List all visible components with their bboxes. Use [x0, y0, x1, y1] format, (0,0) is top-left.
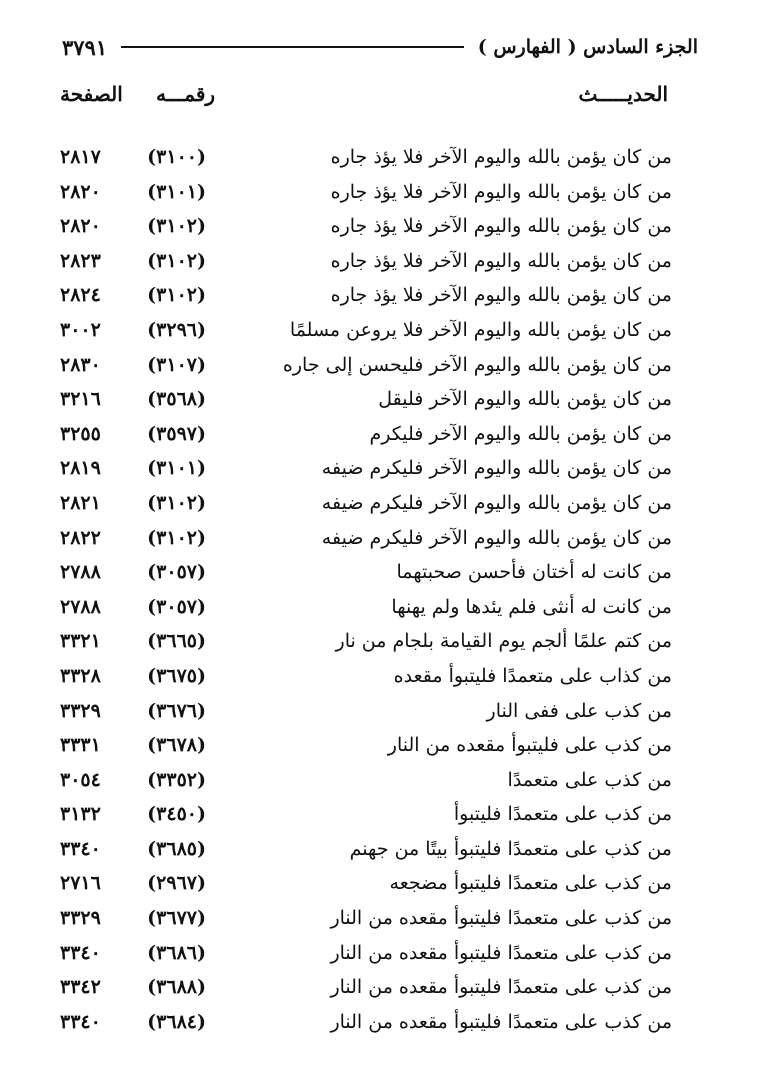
page-ref: ٣٢٥٥	[60, 422, 101, 445]
hadith-number: (٣١٠١)	[147, 180, 206, 203]
column-headers	[60, 82, 668, 112]
index-row	[60, 555, 672, 590]
hadith-number: (٣٠٥٧)	[147, 561, 206, 584]
index-row	[60, 278, 672, 313]
hadith-text: من كان يؤمن بالله واليوم الآخر فلا يؤذ جاره	[330, 146, 672, 168]
index-row	[60, 486, 672, 521]
index-row	[60, 866, 672, 901]
hadith-number: (٣١٠٠)	[147, 146, 206, 168]
hadith-text: من كان يؤمن بالله واليوم الآخر فليقل	[378, 388, 672, 411]
hadith-index-list	[60, 140, 672, 1039]
index-row	[60, 451, 672, 486]
page-ref: ٣٣٢٩	[60, 907, 101, 930]
hadith-text: من كذب على متعمدًا فليتبوأ مقعده من النار	[330, 941, 672, 964]
hadith-number: (٣٦٧٥)	[147, 664, 206, 687]
hadith-number: (٣٦٧٧)	[147, 907, 206, 930]
page-ref: ٢٨٢٠	[60, 180, 101, 203]
page-ref: ٣٢١٦	[60, 388, 101, 411]
column-header-hadith: الحديـــــث	[578, 82, 668, 106]
hadith-text: من كذاب على متعمدًا فليتبوأ مقعده	[393, 664, 672, 687]
hadith-text: من كان يؤمن بالله واليوم الآخر فلا يروعن مسلمًا	[289, 318, 672, 341]
page-ref: ٣٣٢٨	[60, 664, 101, 687]
hadith-number: (٣٦٨٥)	[147, 837, 206, 860]
hadith-number: (٣٤٥٠)	[147, 803, 206, 826]
page-ref: ٣٣٢٩	[60, 699, 101, 722]
hadith-text: من كذب على متعمدًا فليتبوأ مقعده من النار	[330, 907, 672, 930]
index-row	[60, 175, 672, 210]
index-row	[60, 313, 672, 348]
hadith-text: من كانت له أختان فأحسن صحبتهما	[396, 561, 672, 584]
column-header-page: الصفحة	[60, 82, 123, 106]
page-ref: ٣٣٤٠	[60, 837, 101, 860]
hadith-number: (٣٠٥٧)	[147, 595, 206, 618]
index-row	[60, 244, 672, 279]
hadith-text: من كان يؤمن بالله واليوم الآخر فليكرم ضيفه	[321, 526, 672, 549]
hadith-number: (٢٩٦٧)	[147, 872, 206, 895]
hadith-number: (٣١٠٢)	[147, 491, 206, 514]
hadith-number: (٣٦٨٨)	[147, 976, 206, 999]
hadith-text: من كتم علمًا ألجم يوم القيامة بلجام من نار	[335, 630, 672, 653]
page-ref: ٢٨٢٣	[60, 249, 101, 272]
hadith-number: (٣١٠٢)	[147, 526, 206, 549]
running-title: الجزء السادس ( الفهارس )	[477, 36, 698, 58]
hadith-text: من كان يؤمن بالله واليوم الآخر فلا يؤذ جاره	[330, 249, 672, 272]
page-ref: ٣٠٥٤	[60, 768, 101, 791]
page-ref: ٣٣٤٠	[60, 941, 101, 964]
hadith-number: (٣٦٧٨)	[147, 734, 206, 757]
hadith-text: من كذب على متعمدًا فليتبوأ مقعده من النار	[330, 1010, 672, 1033]
hadith-text: من كذب على متعمدًا فليتبوأ مضجعه	[389, 872, 672, 895]
page-number: ٣٧٩١	[62, 34, 108, 60]
page-ref: ٣٣٢١	[60, 630, 101, 653]
hadith-text: من كانت له أنثى فلم يئدها ولم يهنها	[391, 595, 672, 618]
index-row	[60, 797, 672, 832]
index-row	[60, 728, 672, 763]
hadith-text: من كان يؤمن بالله واليوم الآخر فلا يؤذ جاره	[330, 284, 672, 307]
page-ref: ٢٨٢٢	[60, 526, 101, 549]
hadith-number: (٣٥٩٧)	[147, 422, 206, 445]
page-ref: ٣٣٤٠	[60, 1010, 101, 1033]
index-row	[60, 348, 672, 383]
page-ref: ٣٣٣١	[60, 734, 101, 757]
page-ref: ٣٣٤٢	[60, 976, 101, 999]
hadith-text: من كان يؤمن بالله واليوم الآخر فليكرم ضيفه	[321, 457, 672, 480]
hadith-text: من كذب على متعمدًا فليتبوأ بيتًا من جهنم	[349, 837, 672, 860]
index-row	[60, 763, 672, 798]
hadith-text: من كذب على متعمدًا	[507, 768, 672, 791]
page-header	[62, 32, 698, 62]
index-row	[60, 694, 672, 729]
index-row	[60, 624, 672, 659]
index-row	[60, 832, 672, 867]
hadith-number: (٣٢٩٦)	[147, 318, 206, 341]
page-ref: ٢٨٢٤	[60, 284, 101, 307]
page-ref: ٢٧١٦	[60, 872, 101, 895]
page-ref: ٢٧٨٨	[60, 561, 101, 584]
hadith-number: (٣٦٧٦)	[147, 699, 206, 722]
hadith-number: (٣١٠٢)	[147, 249, 206, 272]
hadith-number: (٣١٠٧)	[147, 353, 206, 376]
page-ref: ٢٨٢١	[60, 491, 101, 514]
page-ref: ٢٨١٧	[60, 146, 101, 168]
hadith-text: من كذب على ففى النار	[486, 699, 672, 722]
page-ref: ٢٧٨٨	[60, 595, 101, 618]
index-row	[60, 1005, 672, 1040]
page-ref: ٢٨٢٠	[60, 215, 101, 238]
index-row	[60, 901, 672, 936]
index-row	[60, 417, 672, 452]
hadith-number: (٣١٠١)	[147, 457, 206, 480]
header-rule	[121, 46, 464, 48]
hadith-text: من كذب على متعمدًا فليتبوأ مقعده من النار	[330, 976, 672, 999]
hadith-number: (٣٣٥٢)	[147, 768, 206, 791]
hadith-text: من كان يؤمن بالله واليوم الآخر فليكرم	[369, 422, 672, 445]
index-row	[60, 659, 672, 694]
index-row	[60, 382, 672, 417]
hadith-number: (٣٦٨٤)	[147, 1010, 206, 1033]
hadith-number: (٣١٠٢)	[147, 215, 206, 238]
page-ref: ٢٨٣٠	[60, 353, 101, 376]
hadith-text: من كان يؤمن بالله واليوم الآخر فليكرم ضيفه	[321, 491, 672, 514]
hadith-text: من كذب على متعمدًا فليتبوأ	[453, 803, 672, 826]
index-row	[60, 970, 672, 1005]
index-row	[60, 209, 672, 244]
hadith-number: (٣٦٨٦)	[147, 941, 206, 964]
page-ref: ٣١٣٢	[60, 803, 101, 826]
hadith-number: (٣٥٦٨)	[147, 388, 206, 411]
hadith-number: (٣١٠٢)	[147, 284, 206, 307]
hadith-text: من كان يؤمن بالله واليوم الآخر فلا يؤذ جاره	[330, 180, 672, 203]
index-row	[60, 590, 672, 625]
hadith-number: (٣٦٦٥)	[147, 630, 206, 653]
index-row	[60, 521, 672, 556]
hadith-text: من كان يؤمن بالله واليوم الآخر فليحسن إلى جاره	[282, 353, 672, 376]
index-row	[60, 936, 672, 971]
hadith-text: من كان يؤمن بالله واليوم الآخر فلا يؤذ جاره	[330, 215, 672, 238]
index-row	[60, 140, 672, 175]
page-ref: ٢٨١٩	[60, 457, 101, 480]
hadith-text: من كذب على فليتبوأ مقعده من النار	[387, 734, 672, 757]
column-header-number: رقمـــه	[156, 82, 216, 106]
page-ref: ٣٠٠٢	[60, 318, 101, 341]
